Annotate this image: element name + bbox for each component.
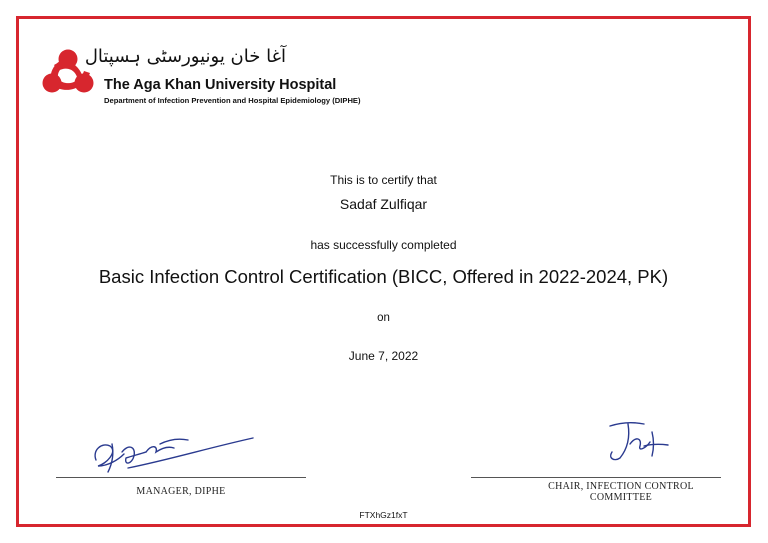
department-name: Department of Infection Prevention and Hospital Epidemiology (DIPHE) <box>104 96 361 105</box>
chair-signature-line <box>471 477 721 478</box>
recipient-name: Sadaf Zulfiqar <box>339 196 428 212</box>
course-title: Basic Infection Control Certification (BICC, Offered in 2022-2024, PK) <box>98 266 669 287</box>
certify-text: This is to certify that <box>330 173 437 187</box>
chair-title <box>496 481 746 503</box>
hospital-name: The Aga Khan University Hospital <box>104 77 337 93</box>
on-text: on <box>377 312 390 324</box>
manager-signature <box>88 430 258 475</box>
chair-title-line2: COMMITTEE <box>589 492 653 503</box>
completed-text: has successfully completed <box>310 238 457 252</box>
certificate-id: FTXhGz1fxT <box>359 510 408 520</box>
chair-title-line1: CHAIR, INFECTION CONTROL <box>548 481 694 492</box>
chair-signature <box>600 418 672 464</box>
manager-signature-line <box>56 477 306 478</box>
manager-title: MANAGER, DIPHE <box>136 486 226 497</box>
urdu-hospital-name: آغا خان یونیورسٹی ہسپتال <box>84 46 286 67</box>
completion-date: June 7, 2022 <box>348 349 419 363</box>
